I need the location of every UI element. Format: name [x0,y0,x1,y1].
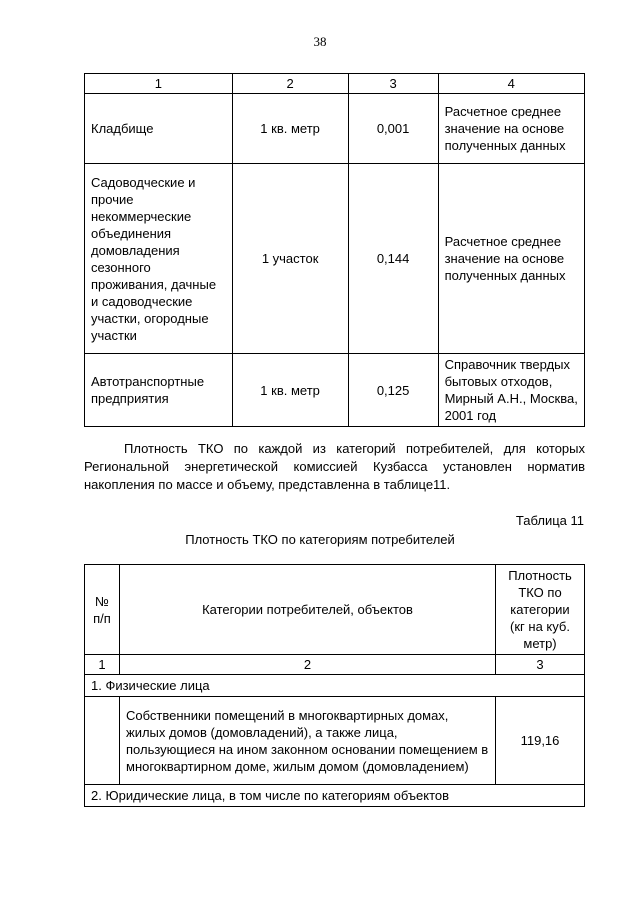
source-cell: Справочник твердых бытовых отходов, Мирный А.Н., Москва, 2001 год [438,354,584,427]
index-cell: 1 [85,655,120,675]
category-header: Категории потребителей, объектов [120,565,496,655]
unit-cell: 1 кв. метр [232,354,348,427]
section-row [85,785,585,807]
index-row [85,655,585,675]
table-row [85,354,585,427]
value-cell: 0,144 [348,164,438,354]
table-header-row [85,74,585,94]
unit-cell: 1 кв. метр [232,94,348,164]
section-heading: 1. Физические лица [85,675,585,697]
continued-table [84,73,585,427]
section-heading: 2. Юридические лица, в том числе по категориям объектов [85,785,585,807]
unit-cell: 1 участок [232,164,348,354]
density-table [84,564,585,807]
num-header: № п/п [85,565,120,655]
source-cell: Расчетное среднее значение на основе полученных данных [438,164,584,354]
index-cell: 3 [496,655,585,675]
table-row [85,164,585,354]
header-cell: 1 [85,74,233,94]
table-title: Плотность ТКО по категориям потребителей [185,532,455,547]
section-row [85,675,585,697]
header-cell: 3 [348,74,438,94]
body-paragraph: Плотность ТКО по каждой из категорий потребителей, для которых Региональной энергетической комиссией Кузбасса установлен норматив накопления по массе и объему, представленна в таблице11. [84,441,585,492]
table-label: Таблица 11 [515,513,584,528]
num-cell [85,697,120,785]
header-cell: 4 [438,74,584,94]
category-cell: Автотранспортные предприятия [85,354,233,427]
table-header-row [85,565,585,655]
source-cell: Расчетное среднее значение на основе полученных данных [438,94,584,164]
value-cell: 0,125 [348,354,438,427]
table-row [85,94,585,164]
value-cell: 0,001 [348,94,438,164]
category-cell: Садоводческие и прочие некоммерческие объединения домовладения сезонного проживания, дачные и садоводческие участки, огородные участки [85,164,233,354]
index-cell: 2 [120,655,496,675]
page-number: 38 [313,34,327,49]
density-cell: 119,16 [496,697,585,785]
table-row [85,697,585,785]
category-cell: Кладбище [85,94,233,164]
density-header: Плотность ТКО по категории (кг на куб. метр) [496,565,585,655]
category-cell: Собственники помещений в многоквартирных домах, жилых домов (домовладений), а также лица, пользующиеся на ином законном основании помещением в многоквартирном доме, жилым домом (домовладением) [120,697,496,785]
header-cell: 2 [232,74,348,94]
